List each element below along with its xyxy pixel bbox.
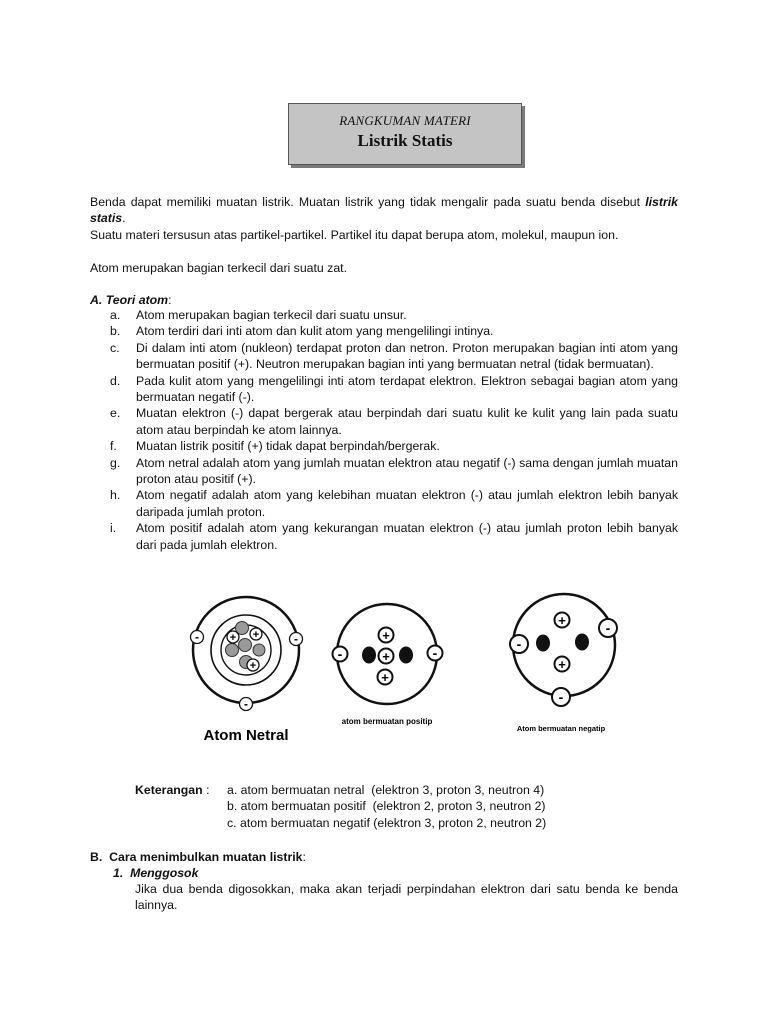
list-item [110,373,678,406]
svg-text:-: - [337,646,343,662]
list-marker: c. [110,340,120,355]
neutral-atom-illustration [191,597,303,711]
list-item [110,340,678,373]
subsection-menggosok-text: Jika dua benda digosokkan, maka akan terjadi perpindahan elektron dari satu benda ke benda lainnya. [135,882,678,913]
svg-text:+: + [252,629,260,641]
list-marker: h. [110,488,121,503]
list-text: Muatan elektron (-) dapat bergerak atau berpindah dari suatu kulit ke kulit yang lain pada suatu atom atau berpindah ke atom lainnya. [136,406,678,437]
legend-row [135,815,546,831]
svg-text:-: - [558,689,564,705]
subsection-menggosok-title: 1. Menggosok [113,866,199,880]
svg-text:-: - [516,636,522,652]
svg-text:+: + [558,613,566,628]
legend-row [135,782,546,798]
svg-text:+: + [249,660,257,672]
list-marker: e. [110,406,121,421]
list-marker: a. [110,308,121,322]
intro-end: . [122,211,126,226]
intro-paragraph-3: Atom merupakan bagian terkecil dari suatu zat. [90,261,348,275]
positive-atom-label: atom bermuatan positip [341,717,433,726]
list-item [110,455,678,488]
svg-text:-: - [294,632,298,646]
title-box [288,103,522,165]
section-b-colon: : [302,850,306,864]
section-b-heading [90,849,306,865]
svg-text:+: + [558,657,566,672]
intro-term: listrik statis [90,195,678,226]
document-subtitle: RANGKUMAN MATERI [339,113,471,128]
svg-text:-: - [432,645,438,661]
list-item [110,520,678,553]
legend-item: a. atom bermuatan netral (elektron 3, proton 3, neutron 4) [227,783,545,797]
svg-text:-: - [605,620,611,636]
list-item [110,438,678,454]
legend-item: b. atom bermuatan positif (elektron 2, proton 3, neutron 2) [227,799,546,814]
list-marker: b. [110,324,121,339]
list-text: Atom positif adalah atom yang kekurangan muatan elektron (-) atau jumlah proton lebih banyak dari pada jumlah elektron. [136,521,678,552]
legend-item: c. atom bermuatan negatif (elektron 3, proton 2, neutron 2) [227,815,547,830]
atom-diagram [180,580,640,750]
theory-list [110,307,678,553]
list-text: Pada kulit atom yang mengelilingi inti atom terdapat elektron. Elektron sebagai bagian atom yang bermuatan negatif (-). [136,373,678,405]
section-a-heading [90,292,172,308]
svg-text:+: + [382,649,390,664]
list-item [110,323,678,339]
list-text: Atom terdiri dari inti atom dan kulit atom yang mengelilingi intinya. [136,324,494,339]
negative-atom-label: Atom bermuatan negatip [516,724,606,733]
list-item [110,307,678,323]
section-b-title: B. Cara menimbulkan muatan listrik [90,850,303,864]
list-marker: g. [110,455,121,470]
intro-paragraph-2: Suatu materi tersusun atas partikel-partikel. Partikel itu dapat berupa atom, molekul, maupun ion. [90,228,619,242]
list-marker: f. [110,439,117,454]
positive-atom-illustration [333,604,443,704]
negative-atom-illustration [510,594,617,706]
list-item [110,487,678,520]
svg-text:-: - [244,697,248,711]
list-text: Muatan listrik positif (+) tidak dapat berpindah/bergerak. [136,439,440,454]
svg-text:-: - [195,630,199,644]
svg-text:+: + [382,628,390,643]
legend-row [135,798,546,814]
neutral-atom-label: Atom Netral [203,727,289,744]
document-title: Listrik Statis [357,131,453,150]
svg-text:+: + [229,632,237,644]
list-marker: d. [110,373,121,388]
intro-paragraph-1 [90,194,678,227]
list-item [110,405,678,438]
legend-label: Keterangan : [135,783,210,797]
list-text: Atom merupakan bagian terkecil dari suatu unsur. [136,308,407,322]
list-text: Atom netral adalah atom yang jumlah muatan elektron atau negatif (-) sama dengan jumlah muatan proton atau positif (+). [136,455,678,487]
legend-block [135,782,546,831]
intro-text: Benda dapat memiliki muatan listrik. Muatan listrik yang tidak mengalir pada suatu benda disebut [90,195,646,209]
svg-text:+: + [381,670,389,685]
list-text: Di dalam inti atom (nukleon) terdapat proton dan netron. Proton merupakan bagian inti atom yang bermuatan positif (+). Neutron merupakan bagian inti yang bermuatan netral (tidak bermuatan). [136,340,678,372]
section-a-title: A. Teori atom [90,293,169,307]
section-a-colon: : [168,293,172,307]
list-marker: i. [110,521,117,536]
list-text: Atom negatif adalah atom yang kelebihan muatan elektron (-) atau jumlah elektron lebih banyak daripada jumlah proton. [136,488,678,519]
